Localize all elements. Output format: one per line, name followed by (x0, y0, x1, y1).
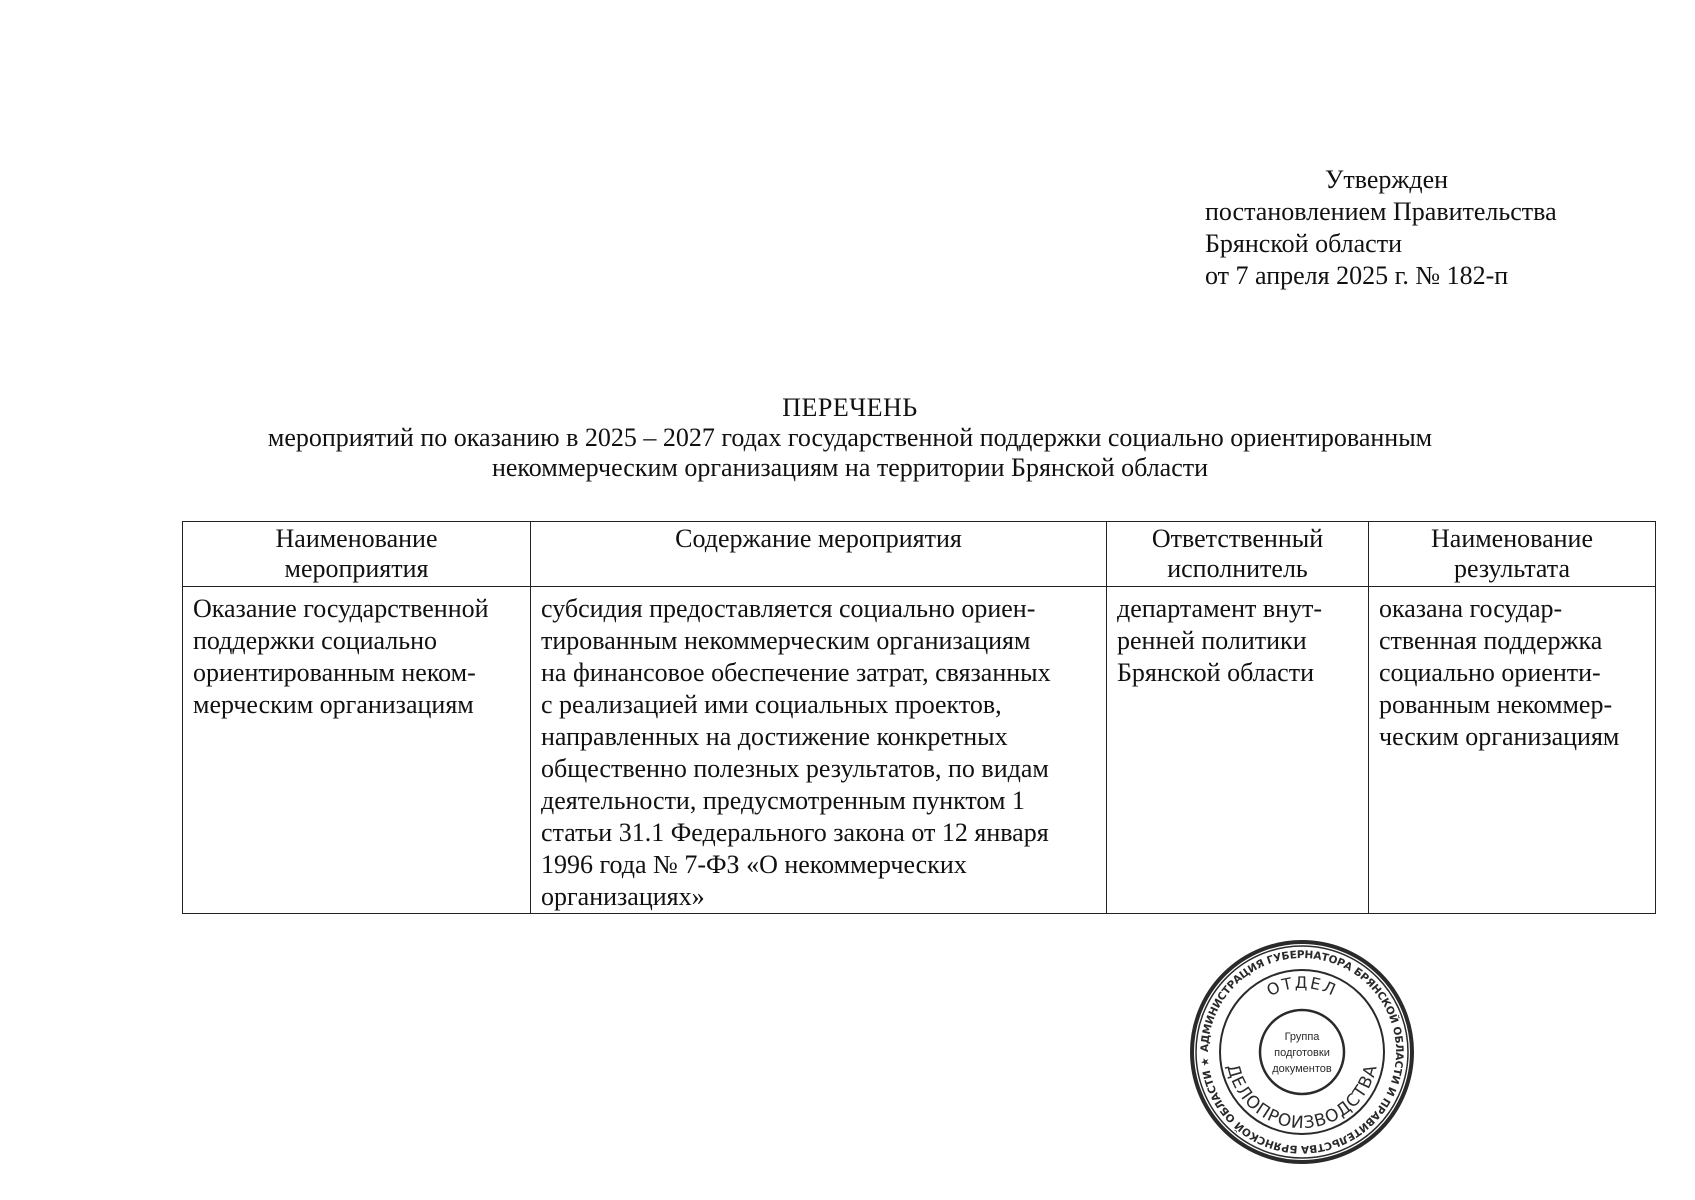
header-text: Ответственный (1151, 524, 1324, 553)
header-text: Наименование (1431, 524, 1593, 553)
cell-executor (1107, 587, 1369, 914)
title-heading: ПЕРЕЧЕНЬ (782, 393, 918, 422)
stamp-outer-ring-text: АДМИНИСТРАЦИЯ ГУБЕРНАТОРА БРЯНСКОЙ ОБЛАСТИ И ПРАВИТЕЛЬСТВА БРЯНСКОЙ ОБЛАСТИ ★ (1198, 948, 1406, 1156)
cell-line: оказана государ- (1379, 594, 1563, 623)
table-row (183, 587, 1656, 914)
cell-line: мерческим организациям (193, 690, 474, 719)
cell-line: ственная поддержка (1379, 626, 1603, 655)
header-result (1369, 522, 1656, 587)
cell-line: общественно полезных результатов, по видам (541, 754, 1049, 783)
document-title (150, 393, 1550, 483)
approval-line-decree: постановлением Правительства (1205, 197, 1557, 226)
cell-line: Оказание государственной (193, 594, 489, 623)
header-text: Содержание мероприятия (675, 524, 962, 553)
cell-event-content (531, 587, 1107, 914)
header-event-name (183, 522, 531, 587)
approval-block (1205, 164, 1625, 292)
stamp-inner-arc-text: ДЕЛОПРОИЗВОДСТВА (1222, 1061, 1382, 1134)
header-event-content (531, 522, 1107, 587)
table-header-row (183, 522, 1656, 587)
cell-line: статьи 31.1 Федерального закона от 12 января (541, 818, 1049, 847)
cell-line: социально ориенти- (1379, 658, 1601, 687)
title-subtitle-line1: мероприятий по оказанию в 2025 – 2027 годах государственной поддержки социально ориентированным (267, 423, 1433, 452)
cell-line: ориентированным неком- (193, 658, 476, 687)
stamp-inner-top (1264, 973, 1340, 1000)
cell-result (1369, 587, 1656, 914)
cell-line: организациях» (541, 882, 705, 911)
cell-line: тированным некоммерческим организациям (541, 626, 1031, 655)
cell-line: ческим организациям (1379, 722, 1620, 751)
cell-line: поддержки социально (193, 626, 438, 655)
cell-line: рованным некоммер- (1379, 690, 1613, 719)
stamp-center (1272, 1031, 1332, 1075)
stamp-center-line: подготовки (1274, 1047, 1330, 1059)
header-text: Наименование (275, 524, 438, 553)
cell-line: департамент внут- (1117, 594, 1323, 623)
title-subtitle-line2: некоммерческим организациям на территории Брянской области (491, 453, 1209, 482)
official-stamp (1188, 938, 1416, 1166)
header-text: мероприятия (284, 554, 429, 583)
stamp-center-line: документов (1272, 1063, 1332, 1075)
stamp-inner-top-text: ОТДЕЛ (1263, 972, 1341, 1000)
approval-line-region: Брянской области (1205, 229, 1402, 258)
cell-event-name (183, 587, 531, 914)
header-text: исполнитель (1167, 554, 1308, 583)
cell-line: субсидия предоставляется социально ориен- (541, 594, 1036, 623)
cell-line: деятельности, предусмотренным пунктом 1 (541, 786, 1025, 815)
events-table (182, 521, 1656, 914)
cell-line: направленных на достижение конкретных (541, 722, 1008, 751)
cell-line: с реализацией ими социальных проектов, (541, 690, 1002, 719)
cell-line: на финансовое обеспечение затрат, связанных (541, 658, 1051, 687)
cell-line: 1996 года № 7-ФЗ «О некоммерческих (541, 850, 967, 879)
approval-line-date-number: от 7 апреля 2025 г. № 182-п (1205, 261, 1509, 290)
header-text: результата (1453, 554, 1571, 583)
approval-line-approved: Утвержден (1325, 165, 1449, 194)
header-executor (1107, 522, 1369, 587)
stamp-center-line: Группа (1284, 1031, 1320, 1043)
cell-line: ренней политики (1117, 626, 1307, 655)
cell-line: Брянской области (1117, 658, 1314, 687)
